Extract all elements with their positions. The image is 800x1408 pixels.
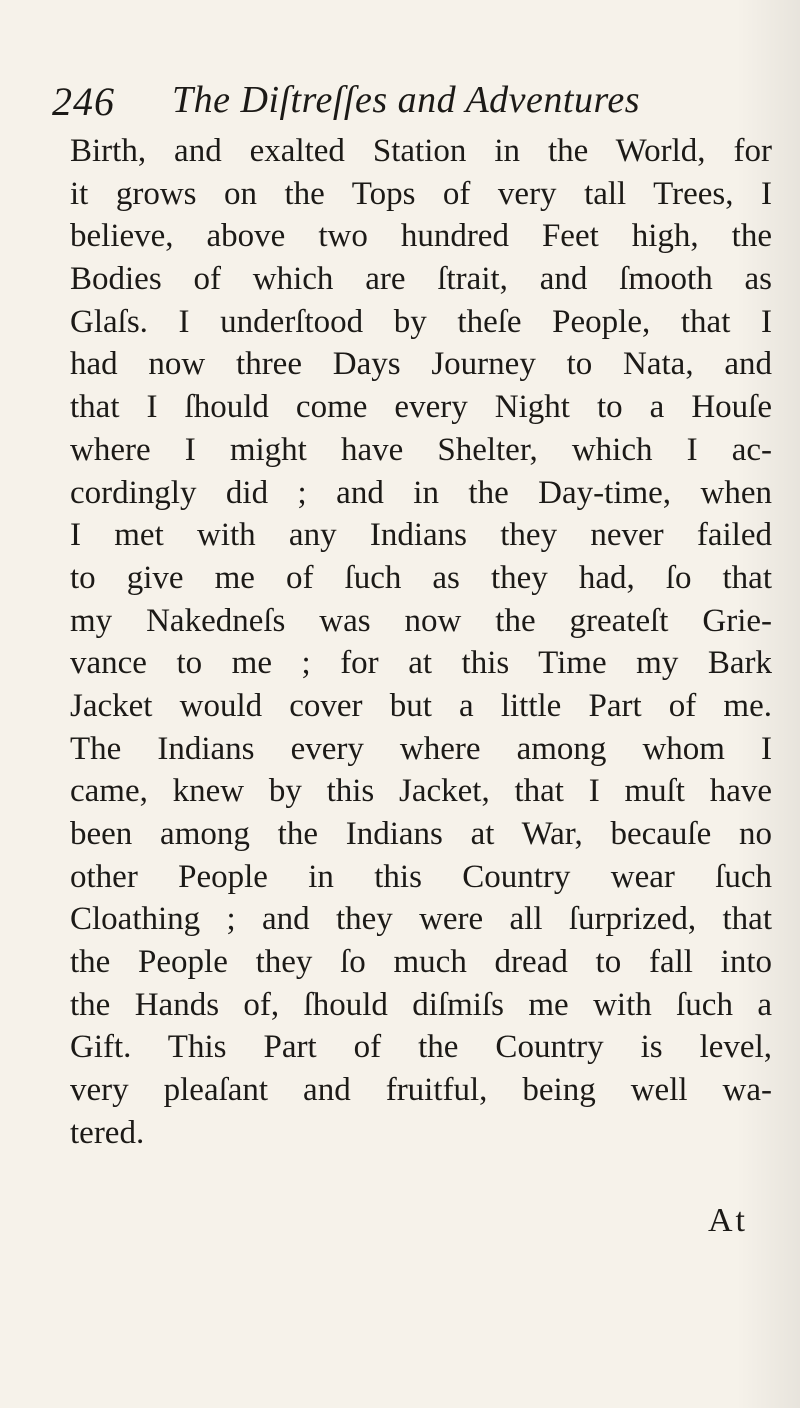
text-line: Jacket would cover but a little Part of me. (70, 687, 772, 724)
text-line: other People in this Country wear ſuch (70, 858, 772, 895)
text-line: the People they ſo much dread to fall into (70, 944, 772, 981)
text-line: The Indians every where among whom I (70, 730, 772, 767)
text-line: had now three Days Journey to Nata, and (70, 346, 772, 383)
text-line: tered. (70, 1114, 145, 1151)
text-line: cordingly did ; and in the Day-time, when (70, 474, 772, 511)
text-line: Bodies of which are ſtrait, and ſmooth as (70, 261, 772, 298)
page-number: 246 (52, 79, 115, 124)
text-line: vance to me ; for at this Time my Bark (70, 645, 772, 682)
running-title: The Diſtreſſes and Adventures (172, 79, 640, 121)
body-text (70, 130, 772, 1155)
text-line: to give me of ſuch as they had, ſo that (70, 559, 772, 596)
text-line: Gift. This Part of the Country is level, (70, 1029, 772, 1066)
text-line: Birth, and exalted Station in the World, for (70, 133, 772, 169)
text-line: where I might have Shelter, which I ac- (70, 431, 772, 468)
text-line: believe, above two hundred Feet high, the (70, 218, 772, 255)
text-line: that I ſhould come every Night to a Houſe (70, 389, 772, 426)
text-line: the Hands of, ſhould diſmiſs me with ſuch a (70, 986, 772, 1023)
catchword: At (708, 1202, 748, 1239)
page-header (52, 62, 772, 134)
text-line: Cloathing ; and they were all ſurprized, that (70, 901, 772, 938)
text-line: Glaſs. I underſtood by theſe People, that I (70, 303, 772, 340)
text-line: came, knew by this Jacket, that I muſt have (70, 773, 772, 810)
text-line: I met with any Indians they never failed (70, 517, 772, 554)
text-line: very pleaſant and fruitful, being well wa- (70, 1072, 772, 1109)
text-line: been among the Indians at War, becauſe no (70, 816, 772, 852)
text-line: my Nakedneſs was now the greateſt Grie- (70, 602, 772, 639)
text-line: it grows on the Tops of very tall Trees, I (70, 175, 772, 212)
